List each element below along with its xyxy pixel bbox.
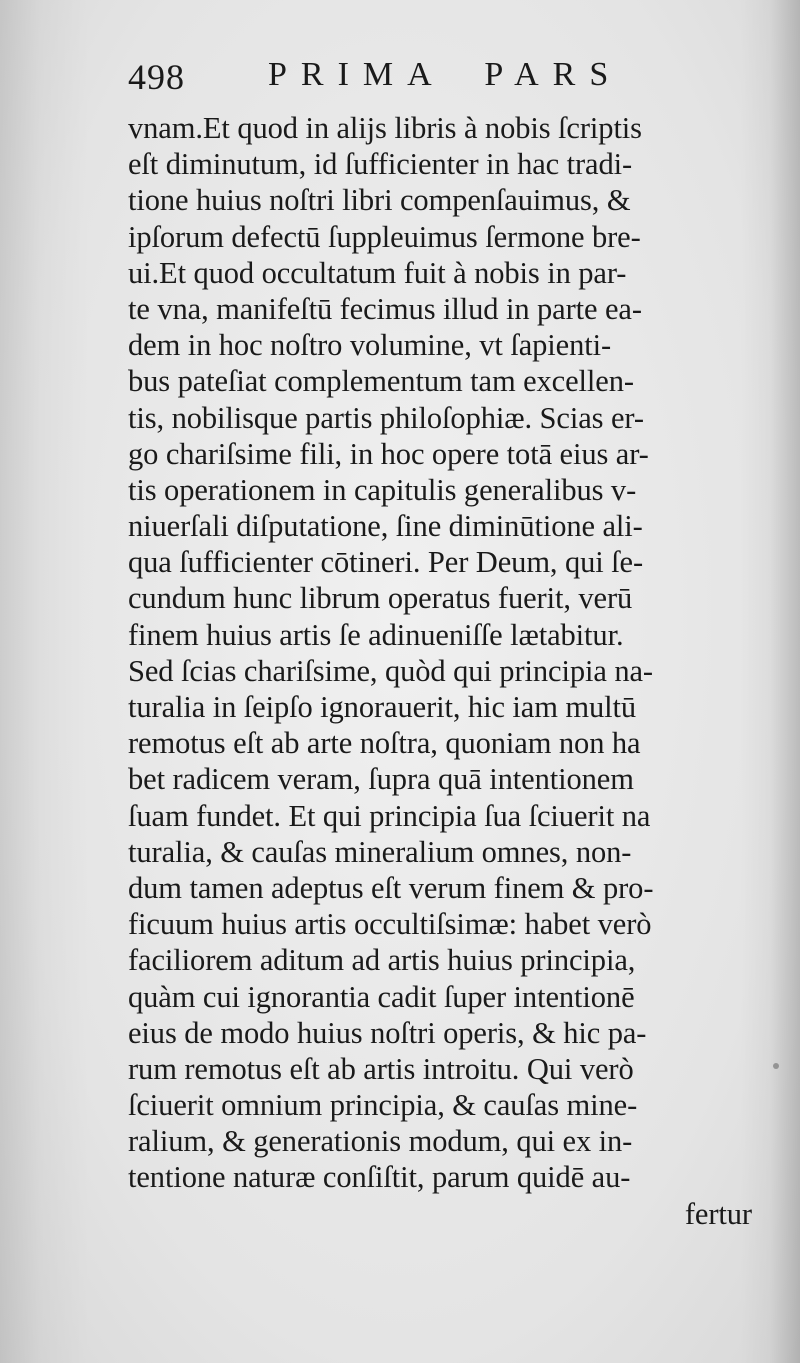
text-line: finem huius artis ſe adinueniſſe lætabitur. [128,617,624,652]
text-line: Sed ſcias chariſsime, quòd qui principia na- [128,653,653,688]
text-line: tis, nobilisque partis philoſophiæ. Scias er- [128,400,644,435]
text-line: dum tamen adeptus eſt verum finem & pro- [128,870,654,905]
catchword: fertur [684,1196,752,1231]
page-number: 498 [128,57,185,97]
running-title: PRIMA PARS [268,56,623,93]
text-line: bus pateſiat complementum tam excellen- [128,364,634,399]
text-line: ui.Et quod occultatum fuit à nobis in par- [128,255,627,290]
text-line: go chariſsime fili, in hoc opere totā eius ar- [128,436,649,471]
text-line: dem in hoc noſtro volumine, vt ſapienti- [128,328,612,363]
text-line: ficuum huius artis occultiſsimæ: habet verò [128,907,652,942]
text-line: tis operationem in capitulis generalibus v- [128,472,637,507]
text-line: turalia, & cauſas mineralium omnes, non- [128,834,632,869]
text-line: turalia in ſeipſo ignorauerit, hic iam multū [128,690,637,724]
text-line: ſciuerit omnium principia, & cauſas mine- [128,1088,638,1123]
text-line: ipſorum defectū ſuppleuimus ſermone bre- [128,219,641,254]
text-line: niuerſali diſputatione, ſine diminūtione ali- [128,509,643,544]
text-line: ſuam fundet. Et qui principia ſua ſciuerit na [128,798,651,833]
text-line: rum remotus eſt ab artis introitu. Qui verò [128,1051,634,1086]
text-line: tione huius noſtri libri compenſauimus, & [128,183,631,218]
text-line: tentione naturæ conſiſtit, parum quidē au- [128,1160,631,1195]
text-line: bet radicem veram, ſupra quā intentionem [128,762,634,797]
text-line: vnam.Et quod in alijs libris à nobis ſcriptis [128,111,642,145]
ink-blot [773,1063,779,1069]
text-line: eius de modo huius noſtri operis, & hic pa- [128,1015,647,1050]
text-line: qua ſufficienter cōtineri. Per Deum, qui ſe- [128,545,644,580]
text-line: cundum hunc librum operatus fuerit, verū [128,581,633,616]
text-line: eſt diminutum, id ſufficienter in hac tradi- [128,147,633,182]
text-line: faciliorem aditum ad artis huius principia, [128,943,636,978]
body-text [128,110,758,1232]
text-line: remotus eſt ab arte noſtra, quoniam non ha [128,726,641,761]
text-line: quàm cui ignorantia cadit ſuper intentionē [128,979,635,1014]
running-head [128,52,688,102]
text-line: ralium, & generationis modum, qui ex in- [128,1124,633,1159]
text-line: te vna, manifeſtū fecimus illud in parte ea- [128,291,642,326]
